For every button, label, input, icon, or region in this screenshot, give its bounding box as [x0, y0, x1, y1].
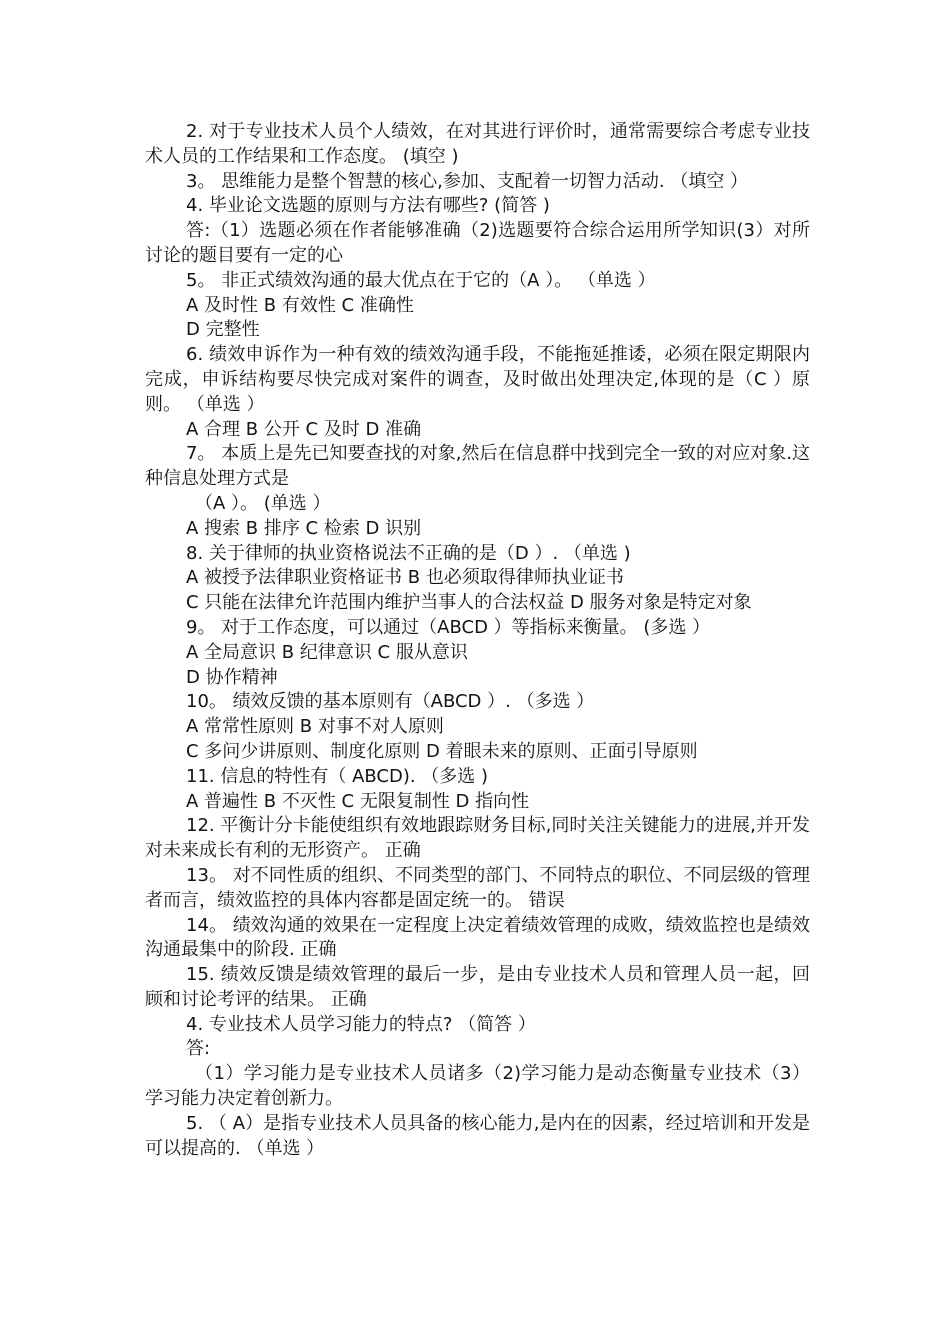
paragraph-q7-information-processing: 7。 本质上是先已知要查找的对象,然后在信息群中找到完全一致的对应对象.这种信息处理方式是 [145, 443, 810, 490]
paragraph-q3-thinking-ability: 3。 思维能力是整个智慧的核心,参加、支配着一切智力活动. （填空 ） [186, 170, 749, 192]
paragraph-q10-feedback-principles: 10。 绩效反馈的基本原则有（ABCD ）. （多选 ） [186, 691, 595, 713]
paragraph-q9-work-attitude: 9。 对于工作态度，可以通过（ABCD ）等指标来衡量。 (多选 ） [186, 616, 711, 638]
paragraph-q5-options-abc: A 及时性 B 有效性 C 准确性 [186, 294, 414, 316]
paragraph-q4-thesis-topic: 4. 毕业论文选题的原则与方法有哪些? (简答 ) [186, 195, 550, 217]
paragraph-q8-options-cd: C 只能在法律允许范围内维护当事人的合法权益 D 服务对象是特定对象 [186, 592, 752, 614]
paragraph-q11-options: A 普遍性 B 不灭性 C 无限复制性 D 指向性 [186, 790, 530, 812]
document-body [145, 120, 810, 1161]
paragraph-q14-performance-communication: 14。 绩效沟通的效果在一定程度上决定着绩效管理的成败，绩效监控也是绩效沟通最集中的阶段. 正确 [145, 914, 810, 961]
paragraph-q5-option-d: D 完整性 [186, 319, 260, 341]
paragraph-q12-balanced-scorecard: 12. 平衡计分卡能使组织有效地跟踪财务目标,同时关注关键能力的进展,并开发对未来成长有利的无形资产。 正确 [145, 815, 810, 862]
paragraph-q4-answer: 答:（1）选题必须在作者能够准确（2)选题要符合综合运用所学知识(3）对所讨论的题目要有一定的心 [145, 220, 810, 266]
paragraph-q10-options-ab: A 常常性原则 B 对事不对人原则 [186, 716, 444, 738]
paragraph-q5-informal-communication: 5。 非正式绩效沟通的最大优点在于它的（A ）。 （单选 ） [186, 269, 656, 291]
paragraph-answer-label: 答: [186, 1038, 211, 1060]
paragraph-q9-option-d: D 协作精神 [186, 666, 278, 688]
paragraph-q15-performance-feedback: 15. 绩效反馈是绩效管理的最后一步，是由专业技术人员和管理人员一起，回顾和讨论考评的结果。 正确 [145, 964, 810, 1010]
paragraph-q10-options-cd: C 多问少讲原则、制度化原则 D 着眼未来的原则、正面引导原则 [186, 740, 698, 762]
paragraph-q9-options-abc: A 全局意识 B 纪律意识 C 服从意识 [186, 641, 468, 663]
paragraph-q4-learning-ability: 4. 专业技术人员学习能力的特点? （简答 ） [186, 1013, 536, 1035]
paragraph-q7-answer: （A ）。 (单选 ） [195, 492, 331, 514]
paragraph-q7-options: A 搜索 B 排序 C 检索 D 识别 [186, 517, 422, 539]
paragraph-q2-performance-evaluation: 2. 对于专业技术人员个人绩效，在对其进行评价时，通常需要综合考虑专业技术人员的工作结果和工作态度。 (填空 ) [145, 121, 810, 167]
paragraph-q13-performance-monitoring: 13。 对不同性质的组织、不同类型的部门、不同特点的职位、不同层级的管理者而言，绩效监控的具体内容都是固定统一的。 错误 [145, 864, 810, 911]
paragraph-learning-ability-answer: （1）学习能力是专业技术人员诸多（2)学习能力是动态衡量专业技术（3）学习能力决定着创新力。 [145, 1063, 810, 1110]
paragraph-q6-appeal: 6. 绩效申诉作为一种有效的绩效沟通手段，不能拖延推诿，必须在限定期限内完成，申诉结构要尽快完成对案件的调查，及时做出处理决定,体现的是（C ）原则。 （单选 ） [145, 344, 810, 415]
paragraph-q8-options-ab: A 被授予法律职业资格证书 B 也必须取得律师执业证书 [186, 567, 624, 589]
paragraph-q5-core-competence: 5. （ A）是指专业技术人员具备的核心能力,是内在的因素，经过培训和开发是可以提高的. （单选 ） [145, 1112, 810, 1159]
paragraph-q11-information-properties: 11. 信息的特性有（ ABCD). （多选 ) [186, 765, 489, 787]
paragraph-q8-lawyer-qualification: 8. 关于律师的执业资格说法不正确的是（D ）. （单选 ) [186, 542, 631, 564]
paragraph-q6-options: A 合理 B 公开 C 及时 D 准确 [186, 418, 422, 440]
